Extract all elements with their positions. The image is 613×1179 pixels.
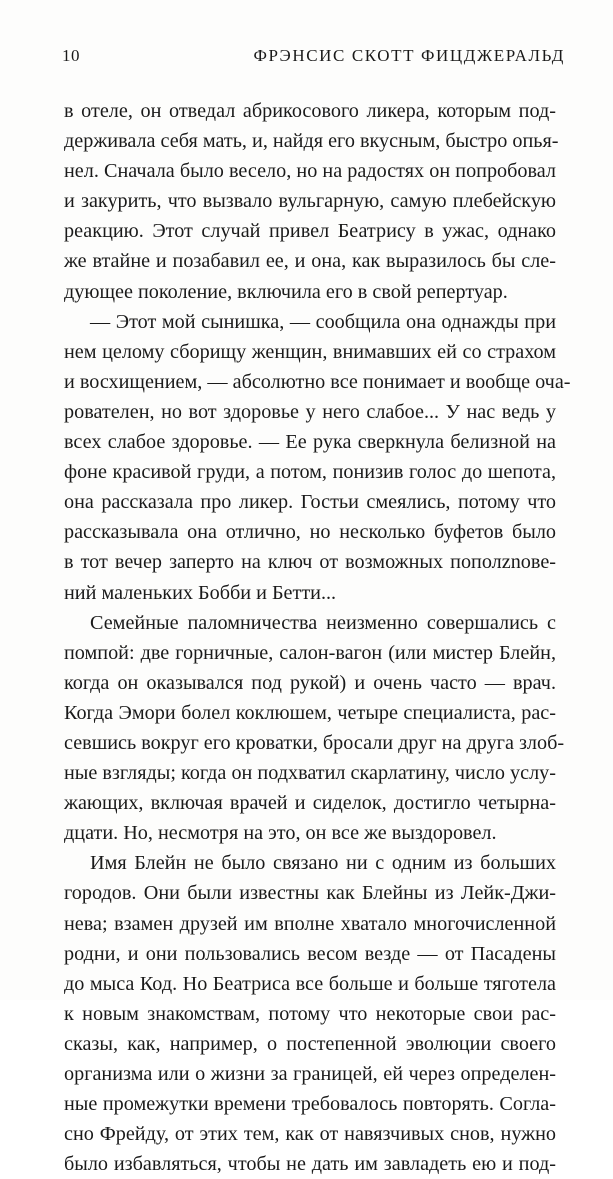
text-line: всех слабое здоровье. — Ее рука сверкнула белизной на [64, 431, 556, 454]
text-line: когда он оказывался под рукой) и очень часто — врач. [64, 671, 556, 694]
text-line: она рассказала про ликер. Гостьи смеялись, потому что [64, 491, 556, 514]
text-line: сказы, как, например, о постепенной эволюции своего [64, 1032, 556, 1055]
text-line: реакцию. Этот случай привел Беатрису в ужас, однако [64, 220, 556, 243]
text-line: — Этот мой сынишка, — сообщила она однажды при [90, 310, 556, 333]
text-line: нел. Сначала было весело, но на радостях он попробовал [64, 160, 556, 183]
body-text [64, 96, 571, 1179]
text-line: дующее поколение, включила его в свой репертуар. [64, 280, 508, 303]
text-line: рассказывала она отлично, но несколько буфетов было [64, 521, 556, 544]
text-line: сно Фрейду, от этих тем, как от навязчивых снов, нужно [64, 1123, 556, 1146]
text-line: жающих, включая врачей и сиделок, достигло четырна- [64, 792, 556, 815]
running-head-author: ФРЭНСИС СКОТТ ФИЦДЖЕРАЛЬД [253, 46, 565, 65]
text-line: было избавляться, чтобы не дать им завладеть ею и под- [64, 1153, 556, 1176]
text-line: Семейные паломничества неизменно совершались с [90, 611, 556, 634]
text-line: Когда Эмори болел коклюшем, четыре специалиста, рас- [64, 701, 556, 724]
page-header [62, 46, 565, 70]
text-line: рователен, но вот здоровье у него слабое... У нас ведь у [64, 400, 556, 423]
text-line: же втайне и позабавил ее, и она, как выразилось бы сле- [64, 250, 556, 273]
text-line: в отеле, он отведал абрикосового ликера, которым под- [64, 100, 556, 122]
text-line: ний маленьких Бобби и Бетти... [64, 581, 337, 604]
text-line: и закурить, что вызвало вульгарную, самую плебейскую [64, 190, 556, 213]
text-line: в тот вечер заперто на ключ от возможных пополznове- [64, 551, 556, 574]
text-line: помпой: две горничные, салон-вагон (или мистер Блейн, [64, 641, 556, 664]
text-line: севшись вокруг его кроватки, бросали друг на друга злоб- [64, 731, 565, 754]
text-line: нем целому сборищу женщин, внимавших ей со страхом [64, 340, 556, 363]
text-line: нева; взамен друзей им вполне хватало многочисленной [64, 912, 556, 935]
text-line: Имя Блейн не было связано ни с одним из больших [90, 852, 556, 875]
text-line: городов. Они были известны как Блейны из Лейк-Джи- [64, 882, 556, 905]
text-line: держивала себя мать, и, найдя его вкусным, быстро опья- [64, 130, 559, 153]
page-number: 10 [62, 46, 80, 65]
text-line: до мыса Код. Но Беатриса все больше и больше тяготела [64, 972, 556, 995]
text-line: фоне красивой груди, а потом, понизив голос до шепота, [64, 461, 556, 484]
text-line: дцати. Но, несмотря на это, он все же выздоровел. [64, 822, 497, 845]
text-line: и восхищением, — абсолютно все понимает и вообще оча- [64, 370, 571, 393]
text-line: ные промежутки времени требовалось повторять. Согла- [64, 1093, 556, 1116]
text-line: родни, и они пользовались весом везде — от Пасадены [64, 942, 556, 965]
text-line: ные взгляды; когда он подхватил скарлатину, число услу- [64, 762, 556, 785]
text-line: организма или о жизни за границей, ей через определен- [64, 1063, 556, 1085]
text-line: к новым знакомствам, потому что некоторые свои рас- [64, 1002, 556, 1025]
